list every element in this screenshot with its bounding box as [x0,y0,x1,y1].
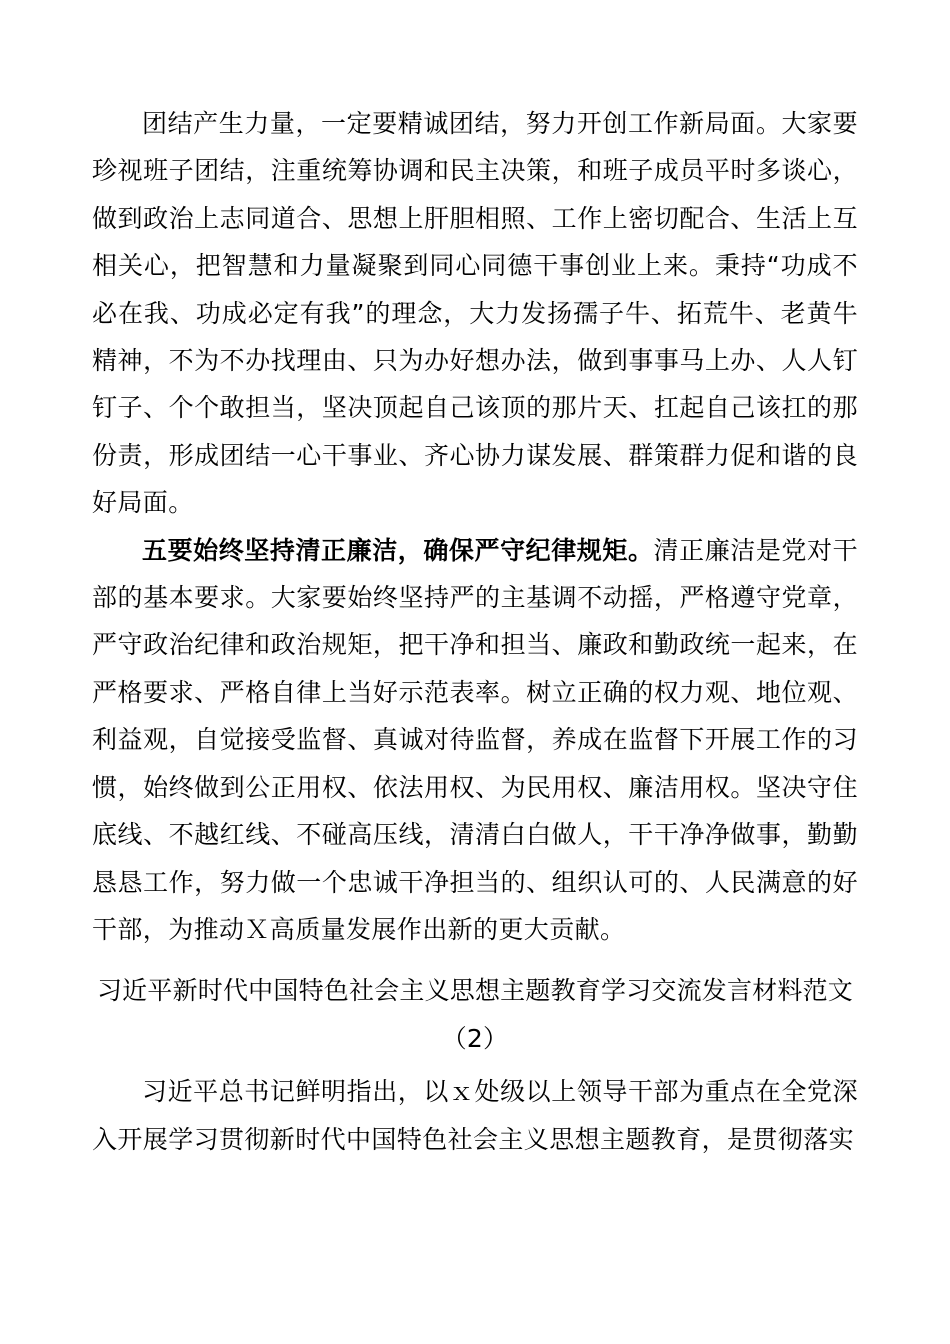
paragraph-intro: 习近平总书记鲜明指出，以ｘ处级以上领导干部为重点在全党深入开展学习贯彻新时代中国特色社会主义思想主题教育，是贯彻落实 [92,1077,858,1154]
paragraph-unity: 团结产生力量，一定要精诚团结，努力开创工作新局面。大家要珍视班子团结，注重统筹协调和民主决策，和班子成员平时多谈心，做到政治上志同道合、思想上肝胆相照、工作上密切配合、生活上互相关心，把智慧和力量凝聚到同心同德干事创业上来。秉持“功成不必在我、功成必定有我”的理念，大力发扬孺子牛、拓荒牛、老黄牛精神，不为不办找理由、只为办好想办法，做到事事马上办、人人钉钉子、个个敢担当，坚决顶起自己该顶的那片天、扛起自己该扛的那份责，形成团结一心干事业、齐心协力谋发展、群策群力促和谐的良好局面。 [92,109,858,518]
section-title: 习近平新时代中国特色社会主义思想主题教育学习交流发言材料范文 [96,976,853,1006]
section-heading [92,967,858,1062]
section-number: （2） [441,1023,509,1053]
point-five-title: 五要始终坚持清正廉洁，确保严守纪律规矩。 [142,535,654,565]
point-five-body: 清正廉洁是党对干部的基本要求。大家要始终坚持严的主基调不动摇，严格遵守党章，严守政治纪律和政治规矩，把干净和担当、廉政和勤政统一起来，在严格要求、严格自律上当好示范表率。树立正确的权力观、地位观、利益观，自觉接受监督、真诚对待监督，养成在监督下开展工作的习惯，始终做到公正用权、依法用权、为民用权、廉洁用权。坚决守住底线、不越红线、不碰高压线，清清白白做人，干干净净做事，勤勤恳恳工作，努力做一个忠诚干净担当的、组织认可的、人民满意的好干部，为推动Ｘ高质量发展作出新的更大贡献。 [92,535,858,944]
document-page [92,100,858,1163]
paragraph-point-five [92,527,858,954]
